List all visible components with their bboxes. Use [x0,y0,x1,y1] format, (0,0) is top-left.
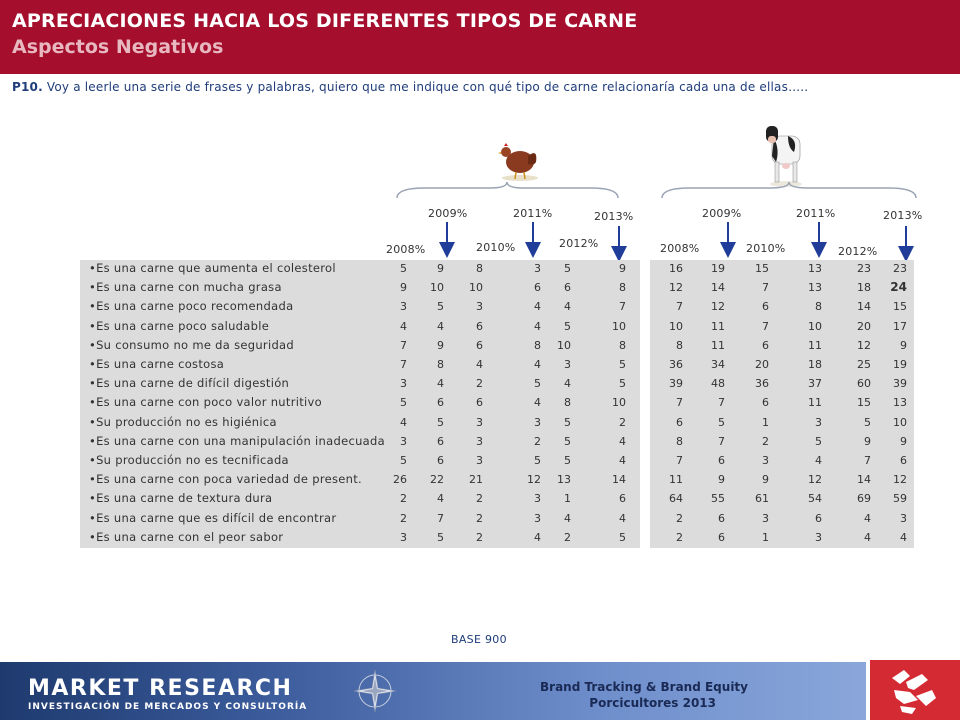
table-row [0,297,907,316]
cell-pollo: 2 [619,415,626,429]
page-title: APRECIACIONES HACIA LOS DIFERENTES TIPOS DE CARNE [12,10,638,32]
table-row [0,470,907,489]
cell-pollo: 6 [564,281,571,295]
cell-res: 4 [815,454,822,467]
year-2012-left: 2012% [559,237,599,250]
row-label: •Es una carne con el peor sabor [89,529,284,544]
cell-pollo: 4 [564,511,571,525]
cell-pollo: 5 [437,530,444,544]
cell-res: 7 [718,434,725,448]
cell-pollo: 2 [476,377,483,391]
cell-pollo: 7 [400,338,407,352]
footer-band [0,662,866,720]
row-label: •Es una carne que es difícil de encontrar [89,510,337,525]
cell-res: 20 [857,319,871,333]
cell-pollo: 5 [619,358,626,371]
table-row [0,528,907,547]
cell-pollo: 2 [564,530,571,544]
cell-pollo: 3 [476,454,483,467]
cell-pollo: 4 [476,358,483,371]
cell-pollo: 6 [534,281,541,295]
year-2013-left: 2013% [594,210,634,223]
brand-name: MARKET RESEARCH [28,676,293,701]
table-row [0,413,907,432]
cell-pollo: 7 [437,511,444,525]
cell-pollo: 26 [393,473,407,487]
cell-res: 6 [718,511,725,525]
cell-pollo: 8 [476,262,483,275]
cell-pollo: 5 [437,300,444,314]
row-label: •Su producción no es higiénica [89,414,277,429]
cell-pollo: 9 [400,281,407,295]
cell-res: 11 [669,473,683,487]
cell-res: 39 [669,377,683,391]
cell-pollo: 4 [619,454,626,467]
cell-pollo: 5 [564,434,571,448]
cell-res: 55 [711,492,725,506]
cell-res: 9 [900,434,907,448]
cell-pollo: 2 [476,530,483,544]
cell-pollo: 21 [469,473,483,487]
cell-res: 6 [762,338,769,352]
cell-pollo: 12 [527,473,541,487]
cell-pollo: 4 [564,377,571,391]
cell-res: 54 [808,492,822,506]
cell-res: 4 [900,530,907,544]
cell-res: 14 [857,473,871,487]
cell-res: 7 [676,396,683,410]
cell-res: 17 [893,319,907,333]
cell-res: 14 [711,281,725,295]
compass-rose-icon [352,668,398,714]
cell-res: 60 [857,377,871,391]
cell-pollo: 4 [437,377,444,391]
table-row [0,489,907,508]
cell-res: 11 [711,319,725,333]
year-2013-right: 2013% [883,209,923,222]
cell-pollo: 3 [534,492,541,506]
cell-res: 61 [755,492,769,506]
cell-pollo: 6 [619,492,626,506]
cell-pollo: 6 [476,319,483,333]
table-row [0,336,907,355]
cell-pollo: 5 [564,319,571,333]
cell-res: 11 [808,396,822,410]
cell-pollo: 8 [534,338,541,352]
cell-res: 6 [676,415,683,429]
cell-pollo: 3 [476,300,483,314]
cell-res: 36 [755,377,769,391]
cell-pollo: 10 [469,281,483,295]
cell-res: 13 [808,262,822,275]
row-label: •Es una carne poco recomendada [89,299,294,314]
year-2011-right: 2011% [796,207,836,220]
cell-res: 3 [815,415,822,429]
cell-res: 1 [762,530,769,544]
cell-res: 12 [857,338,871,352]
cell-res: 16 [669,262,683,275]
cell-pollo: 4 [437,492,444,506]
year-2011-left: 2011% [513,207,553,220]
cell-res: 69 [857,492,871,506]
cell-res: 5 [864,415,871,429]
cell-pollo: 5 [534,454,541,467]
cell-res: 9 [762,473,769,487]
question-code: P10. [12,80,43,94]
cell-pollo: 4 [564,300,571,314]
cell-pollo: 22 [430,473,444,487]
table-row [0,432,907,451]
cell-res: 5 [815,434,822,448]
cell-res: 36 [669,358,683,371]
year-2009-left: 2009% [428,207,468,220]
cell-pollo: 6 [437,454,444,467]
footer-line-2: Porcicultores 2013 [589,696,716,710]
cell-res: 11 [711,338,725,352]
company-logo [870,660,960,720]
cell-res: 10 [669,319,683,333]
cell-res: 7 [676,300,683,314]
cell-pollo: 8 [564,396,571,410]
cell-pollo: 5 [400,454,407,467]
cell-pollo: 4 [534,530,541,544]
table-row [0,317,907,336]
row-label: •Es una carne costosa [89,357,225,371]
cell-res: 4 [864,511,871,525]
cell-res: 25 [857,358,871,371]
cell-pollo: 8 [619,281,626,295]
cell-pollo: 9 [437,262,444,275]
cell-pollo: 5 [534,377,541,391]
cell-pollo: 14 [612,473,626,487]
cell-pollo: 4 [400,319,407,333]
cell-res: 8 [815,300,822,314]
year-2010-left: 2010% [476,241,516,254]
cell-res: 19 [711,262,725,275]
cell-res: 64 [669,492,683,506]
row-label: •Es una carne con mucha grasa [89,280,282,295]
cell-res: 6 [718,454,725,467]
cell-res: 1 [762,415,769,429]
cell-pollo: 5 [619,530,626,544]
cell-res: 23 [893,262,907,275]
cell-pollo: 3 [400,530,407,544]
cell-pollo: 7 [400,358,407,371]
cell-res: 6 [815,511,822,525]
cell-res: 19 [893,358,907,371]
cell-pollo: 5 [564,454,571,467]
row-label: •Es una carne con poca variedad de present. [89,472,363,487]
cell-pollo: 4 [534,319,541,333]
cell-pollo: 10 [557,338,571,352]
cell-res: 12 [808,473,822,487]
cell-res: 15 [857,396,871,410]
cell-pollo: 2 [400,511,407,525]
cell-pollo: 2 [476,511,483,525]
cell-res: 2 [676,530,683,544]
cell-pollo: 3 [534,415,541,429]
cell-pollo: 8 [619,338,626,352]
cell-res: 10 [893,415,907,429]
cell-res: 8 [676,434,683,448]
cell-res: 12 [893,473,907,487]
cell-res: 13 [893,396,907,410]
table-row [0,278,907,297]
cell-res: 18 [857,281,871,295]
table-row [0,451,907,470]
cell-res: 34 [711,358,725,371]
row-label: •Es una carne de textura dura [89,491,273,506]
cell-pollo: 4 [619,434,626,448]
row-label: •Es una carne con poco valor nutritivo [89,395,322,410]
cell-pollo: 3 [400,377,407,391]
row-label: •Es una carne con una manipulación inadecuada [89,433,385,448]
cell-res: 9 [864,434,871,448]
cell-res: 39 [893,377,907,391]
cell-pollo: 5 [564,415,571,429]
cell-res: 7 [762,319,769,333]
cell-pollo: 5 [400,262,407,275]
cell-pollo: 8 [437,358,444,371]
cell-pollo: 6 [437,396,444,410]
cell-res: 6 [762,300,769,314]
cell-res: 6 [718,530,725,544]
cell-res: 12 [711,300,725,314]
cell-pollo: 9 [619,262,626,275]
table-row [0,259,907,278]
cell-res: 6 [900,454,907,467]
cell-pollo: 9 [437,338,444,352]
cell-res: 3 [900,511,907,525]
cell-pollo: 5 [400,396,407,410]
cell-pollo: 4 [534,358,541,371]
cell-pollo: 2 [476,492,483,506]
row-label: •Su producción no es tecnificada [89,453,289,467]
cell-res: 23 [857,262,871,275]
table-row [0,374,907,393]
cell-pollo: 10 [612,319,626,333]
cell-pollo: 4 [534,396,541,410]
cell-res: 7 [676,454,683,467]
cell-res: 5 [718,415,725,429]
cell-res: 11 [808,338,822,352]
cell-res: 9 [718,473,725,487]
cell-res: 3 [762,454,769,467]
cell-res: 8 [676,338,683,352]
cell-res: 2 [762,434,769,448]
table-row [0,355,907,374]
year-arrows [0,0,960,270]
cell-res: 3 [815,530,822,544]
cell-pollo: 3 [476,434,483,448]
cell-res: 7 [762,281,769,295]
cell-pollo: 5 [564,262,571,275]
cell-res: 4 [864,530,871,544]
cell-pollo: 4 [437,319,444,333]
cell-res: 18 [808,358,822,371]
cell-pollo: 10 [430,281,444,295]
table-row [0,509,907,528]
row-label: •Es una carne que aumenta el colesterol [89,261,336,275]
cell-pollo: 6 [476,338,483,352]
year-2012-right: 2012% [838,245,878,258]
cell-pollo: 2 [400,492,407,506]
cell-pollo: 10 [612,396,626,410]
cell-res: 59 [893,492,907,506]
cell-pollo: 1 [564,492,571,506]
cell-res: 48 [711,377,725,391]
cell-res: 37 [808,377,822,391]
base-note: BASE 900 [451,633,507,646]
cell-pollo: 4 [400,415,407,429]
cell-res: 7 [718,396,725,410]
cell-pollo: 5 [619,377,626,391]
cell-res: 15 [755,262,769,275]
cell-res: 7 [864,454,871,467]
cell-pollo: 3 [534,262,541,275]
cell-res: 12 [669,281,683,295]
year-2008-right: 2008% [660,242,700,255]
cell-pollo: 3 [400,434,407,448]
cell-res: 14 [857,300,871,314]
brand-subtitle: INVESTIGACIÓN DE MERCADOS Y CONSULTORÍA [28,702,308,712]
footer [0,662,960,720]
row-label: •Su consumo no me da seguridad [89,337,294,352]
cell-res: 13 [808,281,822,295]
row-label: •Es una carne poco saludable [89,318,270,333]
cell-pollo: 6 [476,396,483,410]
cell-pollo: 3 [534,511,541,525]
cell-pollo: 2 [534,434,541,448]
cell-res: 2 [676,511,683,525]
cell-pollo: 6 [437,434,444,448]
row-label: •Es una carne de difícil digestión [89,376,290,391]
table-row [0,393,907,412]
pig-logo-icon [870,660,960,720]
cell-res: 6 [762,396,769,410]
cell-pollo: 3 [564,358,571,371]
year-2009-right: 2009% [702,207,742,220]
cell-res: 15 [893,300,907,314]
cell-pollo: 4 [534,300,541,314]
cell-pollo: 7 [619,300,626,314]
year-2008-left: 2008% [386,243,426,256]
cell-pollo: 3 [400,300,407,314]
cell-res: 24 [890,280,907,295]
cell-pollo: 5 [437,415,444,429]
cell-res: 9 [900,338,907,352]
cell-pollo: 13 [557,473,571,487]
cell-res: 20 [755,358,769,371]
cell-pollo: 4 [619,511,626,525]
cell-res: 10 [808,319,822,333]
question-body: Voy a leerle una serie de frases y palabras, quiero que me indique con qué tipo de carne relacionaría cada una de ellas….. [46,80,809,94]
year-2010-right: 2010% [746,242,786,255]
page-subtitle: Aspectos Negativos [12,36,224,58]
cell-res: 3 [762,511,769,525]
footer-line-1: Brand Tracking & Brand Equity [540,680,748,694]
cell-pollo: 3 [476,415,483,429]
